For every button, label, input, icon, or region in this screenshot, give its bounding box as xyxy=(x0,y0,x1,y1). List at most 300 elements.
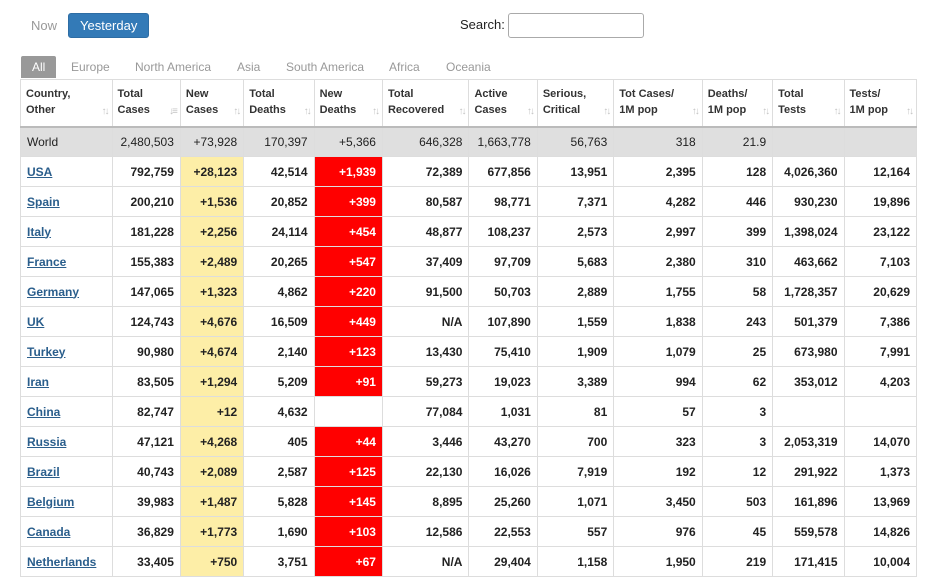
sort-icon: ↑↓ xyxy=(303,105,310,117)
cell-total-cases xyxy=(112,517,180,547)
cell-value: 1,950 xyxy=(665,554,696,569)
cell-value: 20,265 xyxy=(270,254,308,269)
cell-active-cases xyxy=(469,547,537,577)
cell-country xyxy=(21,307,113,337)
cell-value: 792,759 xyxy=(130,164,174,179)
cell-value: 33,405 xyxy=(137,554,174,569)
cell-value: 40,743 xyxy=(137,464,174,479)
cell-value: 559,578 xyxy=(794,524,838,539)
sort-icon: ↑↓ xyxy=(101,105,108,117)
column-header-line: Total xyxy=(778,88,804,100)
country-link[interactable]: Italy xyxy=(27,224,52,239)
region-tabs xyxy=(21,56,921,78)
cell-value: 405 xyxy=(287,434,308,449)
cell-total-tests xyxy=(773,277,844,307)
cell-value: 673,980 xyxy=(794,344,838,359)
column-header-tests-per-1m[interactable] xyxy=(844,80,916,127)
cell-value: +750 xyxy=(210,554,238,569)
cell-value: 1,079 xyxy=(665,344,696,359)
cell-total-deaths xyxy=(244,187,314,217)
cell-value: 930,230 xyxy=(794,194,838,209)
cell-value: 36,829 xyxy=(137,524,174,539)
cell-value: 97,709 xyxy=(494,254,531,269)
cell-new-deaths xyxy=(314,427,382,457)
cell-active-cases xyxy=(469,277,537,307)
cell-value: 192 xyxy=(675,464,696,479)
cell-tot-cases-per-1m xyxy=(614,247,702,277)
cell-value: 57 xyxy=(682,404,696,419)
cell-total-recovered xyxy=(382,487,468,517)
cell-country xyxy=(21,457,113,487)
column-header-new-deaths[interactable] xyxy=(314,80,382,127)
cell-active-cases xyxy=(469,217,537,247)
cell-value: 16,509 xyxy=(270,314,308,329)
cell-total-recovered xyxy=(382,157,468,187)
cell-value: +220 xyxy=(348,284,376,299)
cell-value: 90,980 xyxy=(137,344,174,359)
cell-value: 2,380 xyxy=(665,254,696,269)
cell-value: 59,273 xyxy=(425,374,463,389)
region-tab-asia[interactable]: Asia xyxy=(237,60,261,74)
cell-tests-per-1m xyxy=(844,457,916,487)
cell-value: 47,121 xyxy=(137,434,174,449)
cell-total-tests xyxy=(773,247,844,277)
cell-value: 128 xyxy=(746,164,767,179)
column-header-total-recovered[interactable] xyxy=(382,80,468,127)
cell-total-cases xyxy=(112,127,180,157)
cell-value: 4,862 xyxy=(277,284,308,299)
cell-total-cases xyxy=(112,337,180,367)
country-link[interactable]: Germany xyxy=(27,284,80,299)
cell-total-recovered xyxy=(382,337,468,367)
cell-country xyxy=(21,157,113,187)
cell-value: +2,256 xyxy=(200,224,238,239)
cell-total-tests xyxy=(773,187,844,217)
cell-value: 24,114 xyxy=(271,224,308,239)
cell-value: +1,323 xyxy=(200,284,238,299)
cell-new-cases xyxy=(180,127,243,157)
cell-serious-critical xyxy=(537,487,613,517)
cell-tot-cases-per-1m xyxy=(614,397,702,427)
cell-value: +2,489 xyxy=(200,254,238,269)
cell-total-deaths xyxy=(244,247,314,277)
country-link[interactable]: USA xyxy=(27,164,53,179)
table-row xyxy=(21,337,917,367)
cell-active-cases xyxy=(469,157,537,187)
column-header-line: Recovered xyxy=(387,104,445,116)
country-link[interactable]: Iran xyxy=(27,374,50,389)
cell-total-cases xyxy=(112,157,180,187)
cell-total-recovered xyxy=(382,367,468,397)
cell-value: 155,383 xyxy=(130,254,174,269)
cell-active-cases xyxy=(469,457,537,487)
cell-value: 501,379 xyxy=(794,314,838,329)
cell-value: 22,553 xyxy=(494,524,531,539)
cell-value: 12,164 xyxy=(873,164,910,179)
cell-total-cases xyxy=(112,307,180,337)
cell-value: 3,446 xyxy=(432,434,463,449)
cell-new-deaths xyxy=(314,367,382,397)
cell-value: 12,586 xyxy=(425,524,463,539)
cell-total-recovered xyxy=(382,547,468,577)
cell-serious-critical xyxy=(537,307,613,337)
country-link[interactable]: Canada xyxy=(27,524,71,539)
cell-new-deaths xyxy=(314,307,382,337)
column-header-line: Tot Cases/ xyxy=(619,88,675,100)
cell-value: 219 xyxy=(746,554,767,569)
cell-total-recovered xyxy=(382,517,468,547)
cell-new-cases xyxy=(180,277,243,307)
cell-value: 1,398,024 xyxy=(784,224,838,239)
toolbar xyxy=(0,0,936,52)
cell-value: 81 xyxy=(593,404,608,419)
column-header-line: Cases xyxy=(474,104,507,116)
column-header-total-tests[interactable] xyxy=(773,80,844,127)
cell-tot-cases-per-1m xyxy=(614,187,702,217)
cell-tests-per-1m xyxy=(844,247,916,277)
cell-deaths-per-1m xyxy=(702,397,772,427)
cell-serious-critical xyxy=(537,187,613,217)
cell-value: 72,389 xyxy=(425,164,463,179)
country-link[interactable]: Russia xyxy=(27,434,67,449)
table-row xyxy=(21,187,917,217)
cell-new-deaths xyxy=(314,127,382,157)
cell-value: 170,397 xyxy=(264,134,308,149)
cell-tests-per-1m xyxy=(844,547,916,577)
cell-value: 1,690 xyxy=(277,524,308,539)
cell-serious-critical xyxy=(537,127,613,157)
country-link[interactable]: Spain xyxy=(27,194,60,209)
cell-total-recovered xyxy=(382,307,468,337)
cell-value: 13,951 xyxy=(570,164,608,179)
cell-serious-critical xyxy=(537,247,613,277)
column-header-new-cases[interactable] xyxy=(180,80,243,127)
column-header-line: Other xyxy=(26,104,56,116)
cell-value: 200,210 xyxy=(130,194,174,209)
cell-new-deaths xyxy=(314,547,382,577)
cell-deaths-per-1m xyxy=(702,547,772,577)
cell-deaths-per-1m xyxy=(702,337,772,367)
column-header-line: Cases xyxy=(185,104,219,116)
yesterday-tab[interactable]: Yesterday xyxy=(68,13,149,38)
cell-tot-cases-per-1m xyxy=(614,217,702,247)
table-row xyxy=(21,247,917,277)
cell-value: 4,203 xyxy=(879,374,910,389)
cell-active-cases xyxy=(469,427,537,457)
cell-value: 75,410 xyxy=(494,344,531,359)
column-header-line: New xyxy=(319,88,343,100)
cell-total-tests xyxy=(773,457,844,487)
column-header-total-cases[interactable] xyxy=(112,80,180,127)
country-link[interactable]: Belgium xyxy=(27,494,75,509)
cell-value: 42,514 xyxy=(270,164,308,179)
cell-total-recovered xyxy=(382,457,468,487)
cell-total-deaths xyxy=(244,427,314,457)
cell-total-deaths xyxy=(244,517,314,547)
cell-total-tests xyxy=(773,307,844,337)
cell-tests-per-1m xyxy=(844,127,916,157)
column-header-line: Deaths xyxy=(319,104,357,116)
cell-active-cases xyxy=(469,247,537,277)
cell-tests-per-1m xyxy=(844,517,916,547)
column-header-country[interactable] xyxy=(21,80,113,127)
cell-total-tests xyxy=(773,157,844,187)
cell-value: 29,404 xyxy=(494,554,531,569)
cell-value: +91 xyxy=(355,374,376,389)
sort-icon: ↑↓ xyxy=(526,105,533,117)
cell-value: 2,140 xyxy=(277,344,308,359)
country-link[interactable]: France xyxy=(27,254,67,269)
cell-value: 1,071 xyxy=(577,494,608,509)
sort-icon: ↑↓ xyxy=(233,105,240,117)
cell-value: 3 xyxy=(759,434,767,449)
cell-tests-per-1m xyxy=(844,427,916,457)
region-tab-europe[interactable]: Europe xyxy=(71,60,110,74)
sort-icon: ↑↓ xyxy=(691,105,698,117)
cell-total-tests xyxy=(773,547,844,577)
cell-tests-per-1m xyxy=(844,217,916,247)
cell-value: +44 xyxy=(355,434,376,449)
cell-deaths-per-1m xyxy=(702,187,772,217)
cell-tests-per-1m xyxy=(844,277,916,307)
cell-tot-cases-per-1m xyxy=(614,367,702,397)
cell-value: 323 xyxy=(675,434,696,449)
cell-value: 5,683 xyxy=(577,254,608,269)
column-header-line: Critical xyxy=(542,104,581,116)
cell-value: N/A xyxy=(441,314,463,329)
cell-value: +145 xyxy=(348,494,376,509)
cell-value: +123 xyxy=(348,344,376,359)
cell-total-deaths xyxy=(244,217,314,247)
cell-active-cases xyxy=(469,367,537,397)
cell-value: +28,123 xyxy=(193,164,238,179)
cell-value: 161,896 xyxy=(794,494,838,509)
table-row xyxy=(21,547,917,577)
table-row xyxy=(21,367,917,397)
column-header-active-cases[interactable] xyxy=(469,80,537,127)
cell-value: 13,969 xyxy=(873,494,910,509)
cell-tot-cases-per-1m xyxy=(614,457,702,487)
column-header-line: Total xyxy=(387,88,414,100)
cell-value: 2,997 xyxy=(665,224,696,239)
cell-value: 124,743 xyxy=(130,314,174,329)
cell-value: 7,919 xyxy=(577,464,608,479)
region-tab-africa[interactable]: Africa xyxy=(389,60,420,74)
cell-deaths-per-1m xyxy=(702,307,772,337)
cell-value: 80,587 xyxy=(425,194,463,209)
cell-value: 2,889 xyxy=(577,284,608,299)
cell-tests-per-1m xyxy=(844,337,916,367)
cell-new-cases xyxy=(180,487,243,517)
table-row xyxy=(21,397,917,427)
cell-serious-critical xyxy=(537,277,613,307)
cell-deaths-per-1m xyxy=(702,157,772,187)
cell-tests-per-1m xyxy=(844,487,916,517)
cell-value: 1,838 xyxy=(665,314,696,329)
country-link[interactable]: China xyxy=(27,404,61,419)
cell-value: 147,065 xyxy=(130,284,174,299)
cell-tot-cases-per-1m xyxy=(614,427,702,457)
column-header-line: Cases xyxy=(117,104,150,116)
cell-value: 353,012 xyxy=(794,374,838,389)
cell-total-deaths xyxy=(244,547,314,577)
cell-new-cases xyxy=(180,217,243,247)
cell-new-deaths xyxy=(314,457,382,487)
column-header-tot-cases-per-1m[interactable] xyxy=(614,80,702,127)
cell-value: 1,728,357 xyxy=(784,284,838,299)
cell-value: 4,282 xyxy=(665,194,696,209)
cell-tot-cases-per-1m xyxy=(614,517,702,547)
cell-value: 82,747 xyxy=(137,404,174,419)
cell-active-cases xyxy=(469,307,537,337)
cell-value: 181,228 xyxy=(130,224,174,239)
cell-total-cases xyxy=(112,187,180,217)
cell-value: 16,026 xyxy=(494,464,531,479)
region-tab-oceania[interactable]: Oceania xyxy=(446,60,491,74)
cell-value: +1,773 xyxy=(200,524,238,539)
cell-value: 20,852 xyxy=(270,194,308,209)
cell-deaths-per-1m xyxy=(702,367,772,397)
cell-deaths-per-1m xyxy=(702,487,772,517)
cell-tot-cases-per-1m xyxy=(614,547,702,577)
cell-value: 1,663,778 xyxy=(477,134,531,149)
cell-new-cases xyxy=(180,307,243,337)
cell-new-deaths xyxy=(314,187,382,217)
cell-new-cases xyxy=(180,517,243,547)
cell-value: 39,983 xyxy=(137,494,174,509)
cell-value: N/A xyxy=(441,554,463,569)
cell-tests-per-1m xyxy=(844,157,916,187)
cell-value: 2,587 xyxy=(277,464,308,479)
cell-tests-per-1m xyxy=(844,367,916,397)
now-tab[interactable]: Now xyxy=(31,18,58,33)
country-link[interactable]: Netherlands xyxy=(27,554,97,569)
cell-value: 7,371 xyxy=(577,194,608,209)
column-header-line: Tests/ xyxy=(849,88,881,100)
cell-value: 7,386 xyxy=(879,314,910,329)
cell-value: +1,536 xyxy=(200,194,238,209)
cell-total-cases xyxy=(112,277,180,307)
cell-total-tests xyxy=(773,517,844,547)
cell-serious-critical xyxy=(537,427,613,457)
cell-new-cases xyxy=(180,337,243,367)
cell-value: 5,209 xyxy=(277,374,308,389)
sort-icon: ↑↓ xyxy=(906,105,912,117)
cell-value: 243 xyxy=(746,314,767,329)
cell-new-cases xyxy=(180,397,243,427)
column-header-line: New xyxy=(185,88,209,100)
cell-country xyxy=(21,397,113,427)
cell-value: 19,023 xyxy=(494,374,531,389)
cell-value: +125 xyxy=(348,464,376,479)
cell-active-cases xyxy=(469,397,537,427)
cell-tests-per-1m xyxy=(844,397,916,427)
country-link[interactable]: Turkey xyxy=(27,344,66,359)
cell-value: 91,500 xyxy=(425,284,463,299)
cell-value: 446 xyxy=(746,194,767,209)
cell-deaths-per-1m xyxy=(702,517,772,547)
cell-value: +1,487 xyxy=(200,494,238,509)
country-link[interactable]: Brazil xyxy=(27,464,60,479)
cell-value: +449 xyxy=(348,314,376,329)
cell-serious-critical xyxy=(537,217,613,247)
table-row xyxy=(21,427,917,457)
cell-value: +1,939 xyxy=(338,164,376,179)
cell-value: 700 xyxy=(587,434,608,449)
column-header-serious-critical[interactable] xyxy=(537,80,613,127)
cell-new-cases xyxy=(180,547,243,577)
cell-value: 14,070 xyxy=(873,434,910,449)
column-header-line: 1M pop xyxy=(707,104,747,116)
cell-total-cases xyxy=(112,217,180,247)
region-tab-north-america[interactable]: North America xyxy=(135,60,212,74)
cell-total-recovered xyxy=(382,247,468,277)
cell-value: 48,877 xyxy=(425,224,463,239)
cell-value: 83,505 xyxy=(137,374,174,389)
table-header-row xyxy=(21,80,917,127)
cell-serious-critical xyxy=(537,397,613,427)
cell-value: 291,922 xyxy=(794,464,838,479)
cell-value: 2,395 xyxy=(665,164,696,179)
column-header-line: Total xyxy=(249,88,275,100)
cell-total-tests xyxy=(773,217,844,247)
region-tab-south-america[interactable]: South America xyxy=(286,60,365,74)
cell-country xyxy=(21,277,113,307)
cell-total-cases xyxy=(112,367,180,397)
cell-total-tests xyxy=(773,367,844,397)
cell-total-recovered xyxy=(382,427,468,457)
column-header-total-deaths[interactable] xyxy=(244,80,314,127)
column-header-deaths-per-1m[interactable] xyxy=(702,80,772,127)
table-row xyxy=(21,157,917,187)
cell-value: 399 xyxy=(746,224,767,239)
cell-total-tests xyxy=(773,397,844,427)
country-link[interactable]: UK xyxy=(27,314,45,329)
cell-value: +547 xyxy=(348,254,376,269)
cell-total-cases xyxy=(112,547,180,577)
cell-deaths-per-1m xyxy=(702,217,772,247)
cell-new-deaths xyxy=(314,277,382,307)
cell-country xyxy=(21,487,113,517)
cell-new-cases xyxy=(180,157,243,187)
column-header-line: Tests xyxy=(778,104,807,116)
search-input[interactable] xyxy=(508,13,644,38)
cell-value: World xyxy=(27,134,59,149)
cell-serious-critical xyxy=(537,517,613,547)
cell-value: 557 xyxy=(587,524,608,539)
cell-total-deaths xyxy=(244,307,314,337)
cell-value: 45 xyxy=(752,524,767,539)
cell-new-deaths xyxy=(314,247,382,277)
cell-deaths-per-1m xyxy=(702,277,772,307)
cell-value: +103 xyxy=(348,524,376,539)
column-header-line: Country, xyxy=(26,88,71,100)
cell-country xyxy=(21,517,113,547)
cell-total-deaths xyxy=(244,277,314,307)
cell-value: 7,103 xyxy=(879,254,910,269)
cell-value: 1,559 xyxy=(577,314,608,329)
cell-value: 37,409 xyxy=(425,254,463,269)
cell-total-deaths xyxy=(244,367,314,397)
cell-value: 3,450 xyxy=(665,494,696,509)
cell-serious-critical xyxy=(537,157,613,187)
cell-new-cases xyxy=(180,427,243,457)
cell-serious-critical xyxy=(537,457,613,487)
cell-total-recovered xyxy=(382,127,468,157)
cell-total-deaths xyxy=(244,487,314,517)
region-tab-all[interactable]: All xyxy=(21,56,56,78)
cell-total-recovered xyxy=(382,217,468,247)
